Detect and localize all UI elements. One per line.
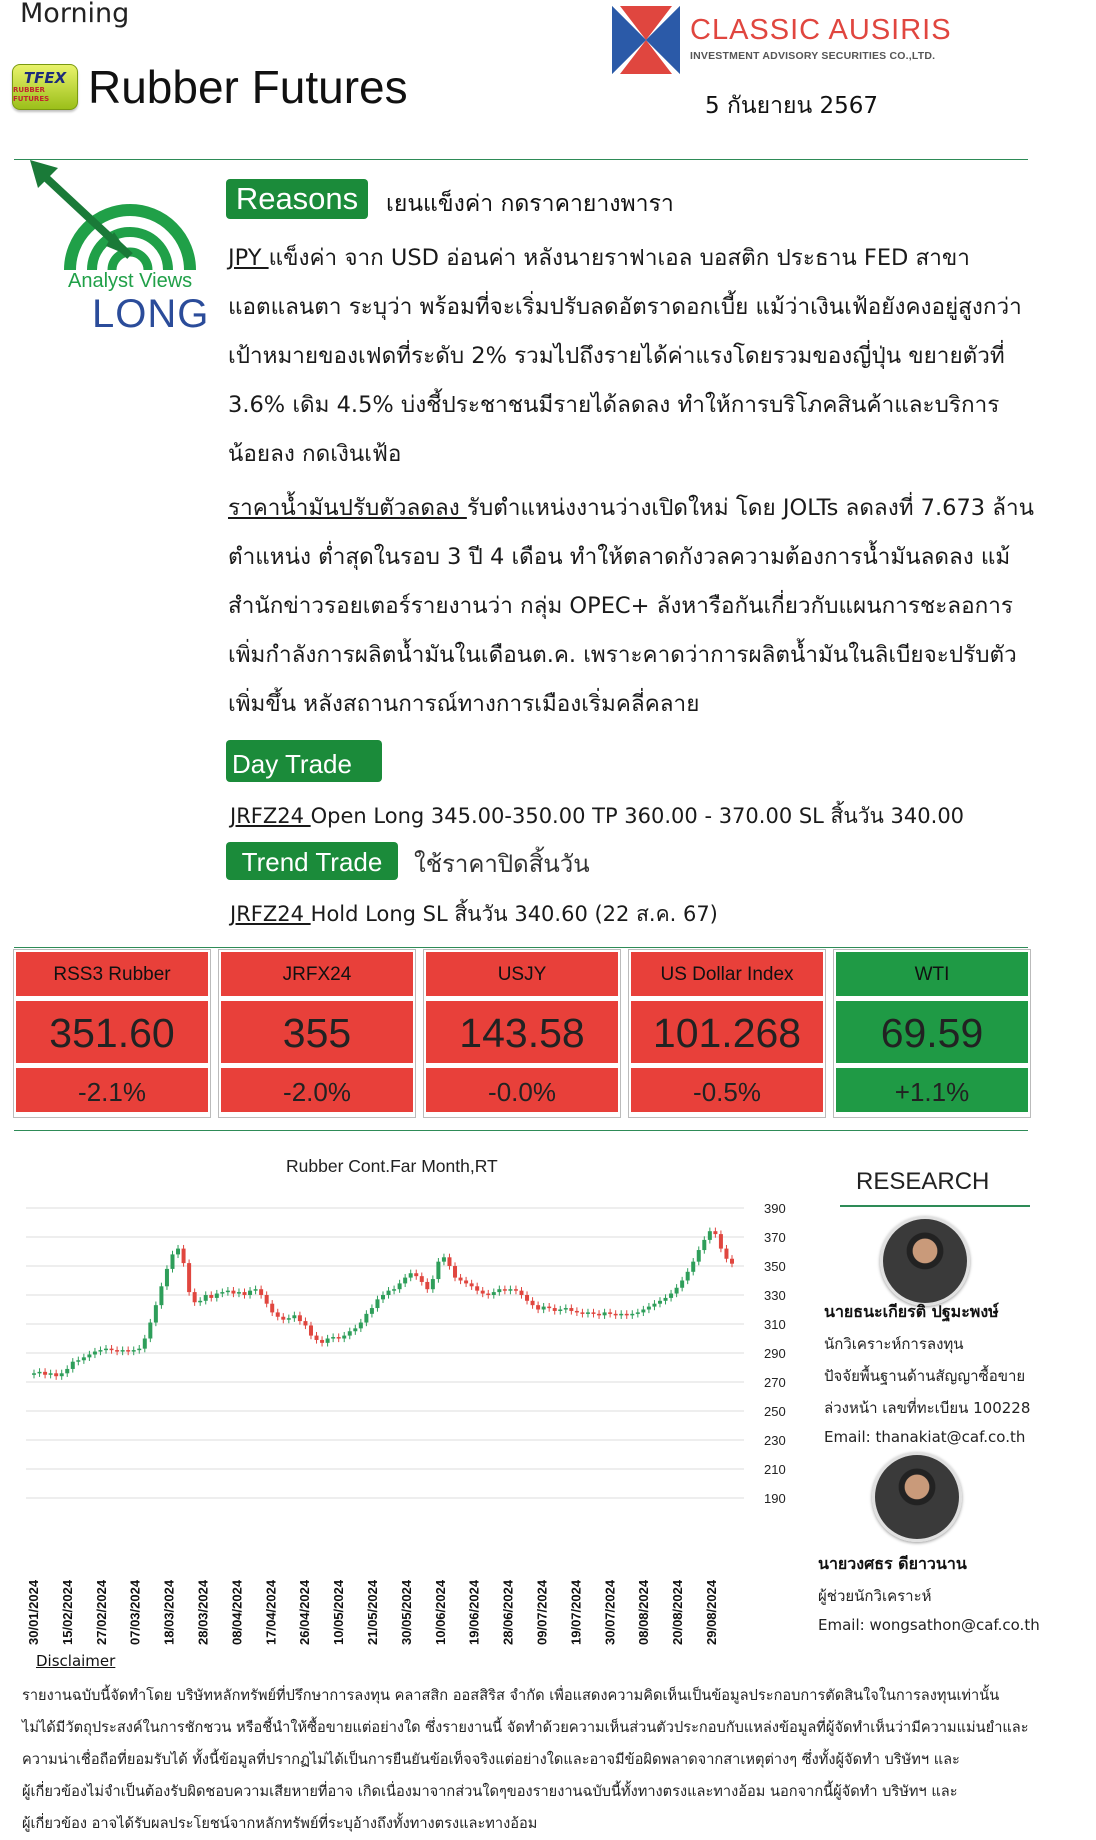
chart-candle <box>525 1295 529 1301</box>
disclaimer-heading: Disclaimer <box>36 1652 116 1670</box>
chart-candle <box>375 1299 379 1308</box>
chart-candle <box>686 1272 690 1281</box>
chart-candle <box>154 1305 158 1322</box>
chart-candle <box>713 1231 717 1234</box>
chart-candle <box>348 1331 352 1335</box>
chart-x-tick-label: 17/04/2024 <box>263 1579 279 1645</box>
chart-candle <box>575 1311 579 1313</box>
chart-candle <box>182 1249 186 1264</box>
chart-candle <box>680 1281 684 1288</box>
analyst-1-avatar <box>880 1216 970 1306</box>
chart-y-tick-label: 310 <box>764 1317 786 1332</box>
market-tile <box>14 950 210 1117</box>
target-dart-icon <box>30 160 210 270</box>
chart-x-tick-label: 07/03/2024 <box>127 1579 143 1645</box>
chart-candle <box>669 1294 673 1298</box>
disclaimer-line: ผู้เกี่ยวข้องไม่จำเป็นต้องรับผิดชอบความเสียหายที่อาจ เกิดเนื่องมาจากส่วนใดๆของรายงานฉบับนี้ทั้งทางตรงและทางอ้อม นอกจากนี้ผู้จัดทำ บริษัทฯ และ <box>22 1783 958 1800</box>
chart-candle <box>326 1339 330 1343</box>
disclaimer-text <box>22 1680 1082 1840</box>
trend-trade-note: ใช้ราคาปิดสิ้นวัน <box>414 850 590 878</box>
chart-candle <box>630 1314 634 1316</box>
chart-x-tick-label: 09/07/2024 <box>534 1579 550 1645</box>
trend-trade-badge: Trend Trade <box>226 842 398 880</box>
analyst-1-role: นักวิเคราะห์การลงทุน <box>824 1335 964 1353</box>
tfex-logo <box>12 64 78 110</box>
chart-candle <box>420 1276 424 1282</box>
chart-candle <box>220 1292 224 1294</box>
reasons-paragraph-oil <box>228 484 1090 729</box>
market-tile <box>834 950 1030 1117</box>
chart-candle <box>603 1312 607 1315</box>
chart-candle <box>364 1314 368 1323</box>
chart-candle <box>697 1250 701 1262</box>
analyst-1-name: นายธนะเกียรติ ปฐมะพงษ์ <box>824 1302 999 1321</box>
chart-candle <box>87 1354 91 1357</box>
tile-value: 355 <box>221 1001 413 1068</box>
chart-candle <box>436 1262 440 1279</box>
chart-y-tick-label: 250 <box>764 1404 786 1419</box>
paragraph-line: เป้าหมายของเฟดที่ระดับ 2% รวมไปถึงรายได้ค่าแรงโดยรวมของญี่ปุ่น ขยายตัวที่ <box>228 343 1005 369</box>
tile-change: -2.1% <box>16 1068 208 1112</box>
paragraph-line: ตำแหน่ง ต่ำสุดในรอบ 3 ปี 4 เดือน ทำให้ตลาดกังวลความต้องการน้ำมันลดลง แม้ <box>228 544 1011 570</box>
chart-candle <box>259 1289 263 1295</box>
chart-candle <box>691 1262 695 1272</box>
chart-candle <box>65 1369 69 1373</box>
chart-candle <box>508 1289 512 1291</box>
chart-x-tick-label: 08/04/2024 <box>229 1579 245 1645</box>
chart-candle <box>442 1257 446 1261</box>
chart-candle <box>636 1312 640 1314</box>
chart-candle <box>215 1294 219 1298</box>
chart-y-tick-label: 290 <box>764 1346 786 1361</box>
chart-candle <box>32 1373 36 1375</box>
chart-x-tick-label: 20/08/2024 <box>670 1579 686 1645</box>
chart-y-tick-label: 210 <box>764 1462 786 1477</box>
chart-candle <box>553 1308 557 1311</box>
report-date: 5 กันยายน 2567 <box>705 93 879 119</box>
paragraph-line: เพิ่มกำลังการผลิตน้ำมันในเดือนต.ค. เพราะคาดว่าการผลิตน้ำมันในลิเบียจะปรับตัว <box>228 642 1017 668</box>
chart-candle <box>254 1289 258 1291</box>
chart-candle <box>132 1350 136 1352</box>
paragraph-line: 3.6% เดิม 4.5% บ่งชี้ประชาชนมีรายได้ลดลง ทำให้การบริโภคสินค้าและบริการ <box>228 392 1000 418</box>
analyst-1-role: ปัจจัยพื้นฐานด้านสัญญาซื้อขาย <box>824 1367 1026 1385</box>
chart-candle <box>475 1286 479 1290</box>
chart-candle <box>309 1325 313 1335</box>
chart-candle <box>303 1321 307 1325</box>
chart-candle <box>359 1323 363 1329</box>
chart-candle <box>431 1279 435 1289</box>
analyst-stance: LONG <box>92 292 210 336</box>
chart-candle <box>49 1373 53 1375</box>
chart-candle <box>98 1350 102 1352</box>
chart-candle <box>226 1291 230 1293</box>
chart-candle <box>464 1281 468 1284</box>
chart-candle <box>270 1304 274 1313</box>
trend-trade-text: Hold Long SL สิ้นวัน 340.60 (22 ส.ค. 67) <box>310 902 718 926</box>
chart-candle <box>503 1289 507 1291</box>
chart-candle <box>60 1373 64 1376</box>
research-divider <box>840 1205 1030 1207</box>
chart-candle <box>237 1292 241 1294</box>
chart-candle <box>292 1315 296 1318</box>
tile-change: -0.0% <box>426 1068 618 1112</box>
tile-value: 69.59 <box>836 1001 1028 1068</box>
chart-candle <box>287 1318 291 1320</box>
chart-candle <box>403 1278 407 1284</box>
chart-candle <box>370 1308 374 1314</box>
price-chart <box>14 1190 814 1650</box>
disclaimer-line: รายงานฉบับนี้จัดทำโดย บริษัทหลักทรัพย์ที่ปรึกษาการลงทุน คลาสสิก ออสสิริส จำกัด เพื่อแสดงความคิดเห็นเป็นข้อมูลประกอบการตัดสินใจในการลงทุนเท่านั้น <box>22 1687 1000 1704</box>
chart-candle <box>159 1286 163 1305</box>
chart-candle <box>724 1249 728 1259</box>
chart-candle <box>198 1301 202 1303</box>
tiles-bottom-divider <box>14 1130 1028 1131</box>
chart-candle <box>38 1372 42 1374</box>
chart-candle <box>176 1249 180 1255</box>
disclaimer-line: ความน่าเชื่อถือที่ยอมรับได้ ทั้งนี้ข้อมูลที่ปรากฏไม่ได้เป็นการยืนยันข้อเท็จจริงแต่อย่างใดและอาจมีข้อผิดพลาดจากสาเหตุต่างๆ ซึ่งทั้งผู้จัดทำ บริษัทฯ และ <box>22 1751 960 1768</box>
chart-candle <box>281 1317 285 1320</box>
chart-candle <box>104 1349 108 1351</box>
chart-x-tick-label: 28/06/2024 <box>500 1579 516 1645</box>
tile-name: JRFX24 <box>221 952 413 1001</box>
chart-x-tick-label: 29/08/2024 <box>704 1579 719 1645</box>
analyst-1-email: Email: thanakiat@caf.co.th <box>824 1428 1026 1446</box>
reasons-headline: เยนแข็งค่า กดราคายางพารา <box>386 191 674 217</box>
company-subtitle: INVESTMENT ADVISORY SECURITIES CO.,LTD. <box>690 50 936 62</box>
chart-x-tick-label: 15/02/2024 <box>59 1579 75 1645</box>
chart-candle <box>664 1298 668 1301</box>
paragraph-line: เพิ่มขึ้น หลังสถานการณ์ทางการเมืองเริ่มคลี่คลาย <box>228 691 700 717</box>
chart-candle <box>542 1307 546 1310</box>
chart-candle <box>337 1337 341 1339</box>
chart-candle <box>641 1310 645 1313</box>
chart-candle <box>497 1289 501 1292</box>
chart-candle <box>276 1312 280 1316</box>
chart-candle <box>76 1360 80 1362</box>
chart-x-tick-label: 08/08/2024 <box>636 1579 652 1645</box>
chart-candle <box>193 1292 197 1302</box>
chart-y-tick-label: 390 <box>764 1201 786 1216</box>
chart-candle <box>93 1352 97 1355</box>
tile-change: -0.5% <box>631 1068 823 1112</box>
chart-candle <box>647 1307 651 1310</box>
chart-candle <box>298 1315 302 1321</box>
chart-candle <box>425 1282 429 1289</box>
chart-candle <box>115 1350 119 1352</box>
chart-candle <box>353 1328 357 1331</box>
chart-candle <box>265 1295 269 1304</box>
jpy-lead: JPY <box>228 245 269 271</box>
chart-candle <box>165 1269 169 1286</box>
market-tile <box>219 950 415 1117</box>
chart-y-tick-label: 270 <box>764 1375 786 1390</box>
analyst-2-role: ผู้ช่วยนักวิเคราะห์ <box>818 1587 932 1605</box>
chart-x-tick-label: 10/05/2024 <box>331 1579 347 1645</box>
chart-candle <box>231 1291 235 1294</box>
chart-candle <box>342 1336 346 1339</box>
chart-x-tick-label: 27/02/2024 <box>93 1579 109 1645</box>
chart-x-tick-label: 10/06/2024 <box>432 1579 448 1645</box>
paragraph-line: ราคาน้ำมันปรับตัวลดลง รับตำแหน่งงานว่างเปิดใหม่ โดย JOLTs ลดลงที่ 7.673 ล้าน <box>228 495 1035 521</box>
chart-candle <box>536 1305 540 1309</box>
chart-candle <box>459 1278 463 1281</box>
chart-candle <box>597 1314 601 1316</box>
chart-candle <box>243 1292 247 1295</box>
chart-x-tick-label: 30/01/2024 <box>26 1579 41 1645</box>
chart-candle <box>71 1362 75 1369</box>
chart-candle <box>209 1295 213 1298</box>
tile-change: -2.0% <box>221 1068 413 1112</box>
chart-candle <box>730 1259 734 1264</box>
analyst-1-role: ล่วงหน้า เลขที่ทะเบียน 100228 <box>824 1399 1031 1417</box>
chart-x-tick-label: 30/07/2024 <box>602 1579 618 1645</box>
chart-candle <box>121 1350 125 1352</box>
research-heading: RESEARCH <box>856 1168 990 1195</box>
chart-candle <box>453 1266 457 1278</box>
tile-name: US Dollar Index <box>631 952 823 1001</box>
report-session-label: Morning <box>20 0 130 29</box>
chart-candle <box>315 1336 319 1340</box>
chart-candle <box>414 1273 418 1276</box>
analyst-views-label: Analyst Views <box>68 270 193 292</box>
market-tile <box>424 950 620 1117</box>
chart-candle <box>675 1288 679 1294</box>
tile-change: +1.1% <box>836 1068 1028 1112</box>
chart-x-tick-label: 28/03/2024 <box>195 1579 211 1645</box>
chart-x-tick-label: 19/06/2024 <box>466 1579 482 1645</box>
chart-candle <box>652 1304 656 1307</box>
chart-candle <box>486 1294 490 1296</box>
chart-candle <box>514 1289 518 1291</box>
chart-candle <box>398 1283 402 1289</box>
chart-y-tick-label: 350 <box>764 1259 786 1274</box>
chart-candle <box>658 1301 662 1304</box>
tile-value: 351.60 <box>16 1001 208 1068</box>
reasons-badge: Reasons <box>226 179 368 219</box>
paragraph-line: น้อยลง กดเงินเฟ้อ <box>228 441 402 467</box>
chart-x-tick-label: 19/07/2024 <box>568 1579 584 1645</box>
trend-trade-symbol: JRFZ24 <box>230 902 311 926</box>
chart-candle <box>492 1292 496 1295</box>
tile-value: 143.58 <box>426 1001 618 1068</box>
day-trade-symbol: JRFZ24 <box>230 804 311 828</box>
chart-candle <box>708 1231 712 1240</box>
chart-y-tick-label: 330 <box>764 1288 786 1303</box>
chart-candle <box>187 1263 191 1292</box>
chart-candle <box>470 1283 474 1286</box>
chart-candle <box>619 1314 623 1316</box>
chart-y-tick-label: 370 <box>764 1230 786 1245</box>
page-title: Rubber Futures <box>88 61 408 113</box>
day-trade-line <box>230 800 964 833</box>
chart-candle <box>170 1254 174 1269</box>
chart-candle <box>592 1312 596 1314</box>
chart-candle <box>614 1314 618 1316</box>
chart-candle <box>580 1312 584 1314</box>
chart-y-tick-label: 230 <box>764 1433 786 1448</box>
tile-name: USJY <box>426 952 618 1001</box>
chart-candle <box>608 1312 612 1314</box>
chart-x-tick-label: 26/04/2024 <box>297 1579 313 1645</box>
chart-candle <box>586 1312 590 1314</box>
chart-candle <box>481 1291 485 1294</box>
chart-candle <box>564 1308 568 1310</box>
chart-candle <box>447 1257 451 1266</box>
chart-candle <box>381 1295 385 1299</box>
chart-candle <box>82 1357 86 1360</box>
market-tile <box>629 950 825 1117</box>
day-trade-text: Open Long 345.00-350.00 TP 360.00 - 370.00 SL สิ้นวัน 340.00 <box>310 804 965 828</box>
tile-value: 101.268 <box>631 1001 823 1068</box>
chart-x-tick-label: 30/05/2024 <box>398 1579 414 1645</box>
analyst-2-avatar <box>872 1452 962 1542</box>
chart-candle <box>719 1234 723 1249</box>
chart-candle <box>148 1323 152 1339</box>
chart-x-tick-label: 21/05/2024 <box>365 1579 380 1645</box>
paragraph-line: JPY แข็งค่า จาก USD อ่อนค่า หลังนายราฟาเอล บอสติก ประธาน FED สาขา <box>228 245 970 271</box>
company-logo-icon <box>612 4 680 76</box>
chart-y-tick-label: 190 <box>764 1491 786 1506</box>
chart-candle <box>569 1308 573 1311</box>
chart-candle <box>143 1339 147 1349</box>
chart-candle <box>126 1350 130 1352</box>
disclaimer-line: ผู้เกี่ยวข้อง อาจได้รับผลประโยชน์จากหลักทรัพย์ที่ระบุอ้างถึงทั้งทางตรงและทางอ้อม <box>22 1815 538 1832</box>
chart-title: Rubber Cont.Far Month,RT <box>286 1156 498 1176</box>
analyst-2-name: นายวงศธร ดียาวนาน <box>818 1554 967 1573</box>
analyst-2-email: Email: wongsathon@caf.co.th <box>818 1616 1040 1634</box>
reasons-paragraph-jpy <box>228 234 1090 479</box>
disclaimer-line: ไม่ได้มีวัตถุประสงค์ในการชักชวน หรือชี้นำให้ซื้อขายแต่อย่างใด ซึ่งรายงานนี้ จัดทำด้วยความเห็นส่วนตัวประกอบกับแหล่งข้อมูลที่ผู้จัดทำเห็นว่ามีความแม่นยำและ <box>22 1719 1029 1736</box>
chart-candle <box>531 1301 535 1305</box>
chart-candle <box>558 1310 562 1312</box>
tile-name: RSS3 Rubber <box>16 952 208 1001</box>
chart-candle <box>387 1291 391 1295</box>
chart-candle <box>392 1289 396 1291</box>
chart-candle <box>204 1295 208 1301</box>
paragraph-line: แอตแลนตา ระบุว่า พร้อมที่จะเริ่มปรับลดอัตราดอกเบี้ย แม้ว่าเงินเฟ้อยังคงอยู่สูงกว่า <box>228 294 1022 320</box>
chart-candle <box>43 1372 47 1375</box>
day-trade-badge: Day Trade <box>226 740 382 782</box>
chart-candle <box>409 1273 413 1277</box>
chart-x-tick-label: 18/03/2024 <box>161 1579 177 1645</box>
chart-candle <box>137 1349 141 1351</box>
chart-candle <box>547 1307 551 1309</box>
tiles-top-divider <box>14 947 1028 948</box>
chart-candle <box>519 1291 523 1295</box>
chart-candle <box>331 1337 335 1339</box>
oil-lead: ราคาน้ำมันปรับตัวลดลง <box>228 495 467 521</box>
chart-candle <box>625 1314 629 1316</box>
tfex-logo-title: TFEX <box>23 68 67 87</box>
paragraph-line: สำนักข่าวรอยเตอร์รายงานว่า กลุ่ม OPEC+ ลังหารือกันเกี่ยวกับแผนการชะลอการ <box>228 593 1013 619</box>
chart-candle <box>320 1340 324 1343</box>
trend-trade-line <box>230 898 718 931</box>
chart-candle <box>54 1373 58 1376</box>
tfex-logo-sub: RUBBER FUTURES <box>13 85 50 103</box>
company-name: CLASSIC AUSIRIS <box>690 14 952 46</box>
chart-candle <box>248 1291 252 1295</box>
tile-name: WTI <box>836 952 1028 1001</box>
chart-candle <box>702 1240 706 1250</box>
chart-candle <box>110 1349 114 1351</box>
